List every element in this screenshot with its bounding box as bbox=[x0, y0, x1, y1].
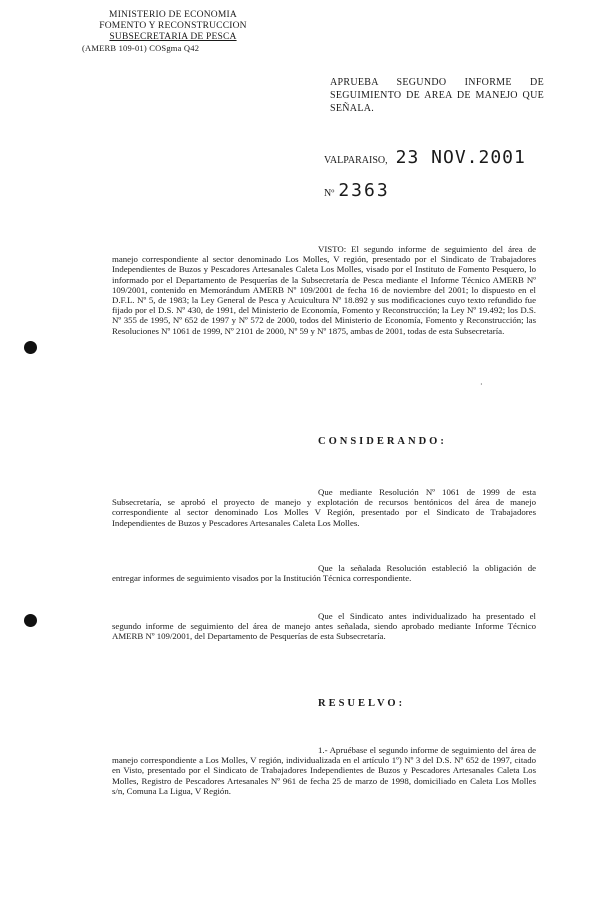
header-reference: (AMERB 109-01) COSgma Q42 bbox=[82, 43, 200, 53]
header-fomento: FOMENTO Y RECONSTRUCCION bbox=[99, 21, 247, 31]
resolution-number bbox=[324, 180, 390, 201]
date-stamp: 23 NOV.2001 bbox=[395, 147, 526, 168]
punch-hole bbox=[24, 614, 37, 627]
header-ministry: MINISTERIO DE ECONOMIA bbox=[109, 10, 237, 20]
document-subject: APRUEBA SEGUNDO INFORME DE SEGUIMIENTO DE AREA DE MANEJO QUE SEÑALA. bbox=[330, 77, 544, 114]
visto-paragraph: VISTO: El segundo informe de seguimiento del área de manejo correspondiente al sector denominado Los Molles, V región, presentado por el Sindicato de Trabajadores Independientes de Buzos y Pescadores Artesanales Caleta Los Molles, visado por el Instituto de Fomento Pesquero, lo informado por el Departamento de Pesquerías de la Subsecretaría de Pesca mediante el Informe Técnico AMERB Nº 109/2001, contenido en Memorándum AMERB Nº 109/2001 de fecha 16 de noviembre del 2001; lo dispuesto en el D.F.L. Nº 5, de 1983; la Ley General de Pesca y Acuicultura Nº 18.892 y sus modificaciones cuyo texto refundido fue fijado por el D.S. Nº 430, de 1991, del Ministerio de Economía, Fomento y Reconstrucción; la Ley Nº 19.492; los D.S. Nº 355 de 1995, Nº 652 de 1997 y Nº 572 de 2000, todos del Ministerio de Economía, Fomento y Reconstrucción; las Resoluciones Nº 1061 de 1999, Nº 2101 de 2000, Nº 59 y Nº 1875, ambas de 2001, todas de esta Subsecretaría. bbox=[112, 244, 536, 336]
considerando-heading: CONSIDERANDO: bbox=[318, 436, 447, 447]
number-label: Nº bbox=[324, 188, 335, 199]
date-line bbox=[324, 147, 526, 168]
stray-mark: · bbox=[480, 380, 483, 389]
resuelvo-heading: RESUELVO: bbox=[318, 698, 406, 709]
considerando-paragraph-3: Que el Sindicato antes individualizado ha presentado el segundo informe de seguimiento del área de manejo antes señalada, siendo aprobado mediante Informe Técnico AMERB Nº 109/2001, del Departamento de Pesquerías de esta Subsecretaría. bbox=[112, 611, 536, 642]
number-stamp: 2363 bbox=[338, 180, 390, 201]
ministry-header bbox=[78, 10, 268, 54]
considerando-paragraph-1: Que mediante Resolución Nº 1061 de 1999 de esta Subsecretaría, se aprobó el proyecto de manejo y explotación de recursos bentónicos del área de manejo correspondiente al sector denominado Los Molles V Región, presentado por el Sindicato de Trabajadores Independientes de Buzos y Pescadores Artesanales Caleta Los Molles. bbox=[112, 487, 536, 528]
date-place: VALPARAISO, bbox=[324, 155, 388, 166]
punch-hole bbox=[24, 341, 37, 354]
resuelvo-paragraph-1: 1.- Apruébase el segundo informe de seguimiento del área de manejo correspondiente a Los Molles, V región, individualizada en el artículo 1º) Nº 3 del D.S. Nº 652 de 1997, citado en Visto, presentado por el Sindicato de Trabajadores Independientes de Buzos y Pescadores Artesanales Caleta Los Molles, Registro de Pescadores Artesanales Nº 961 de fecha 25 de marzo de 1998, domiciliado en Caleta Los Molles s/n, Comuna La Ligua, V Región. bbox=[112, 745, 536, 796]
header-subsecretaria: SUBSECRETARIA DE PESCA bbox=[109, 32, 237, 42]
considerando-paragraph-2: Que la señalada Resolución estableció la obligación de entregar informes de seguimiento visados por la Institución Técnica correspondiente. bbox=[112, 563, 536, 584]
